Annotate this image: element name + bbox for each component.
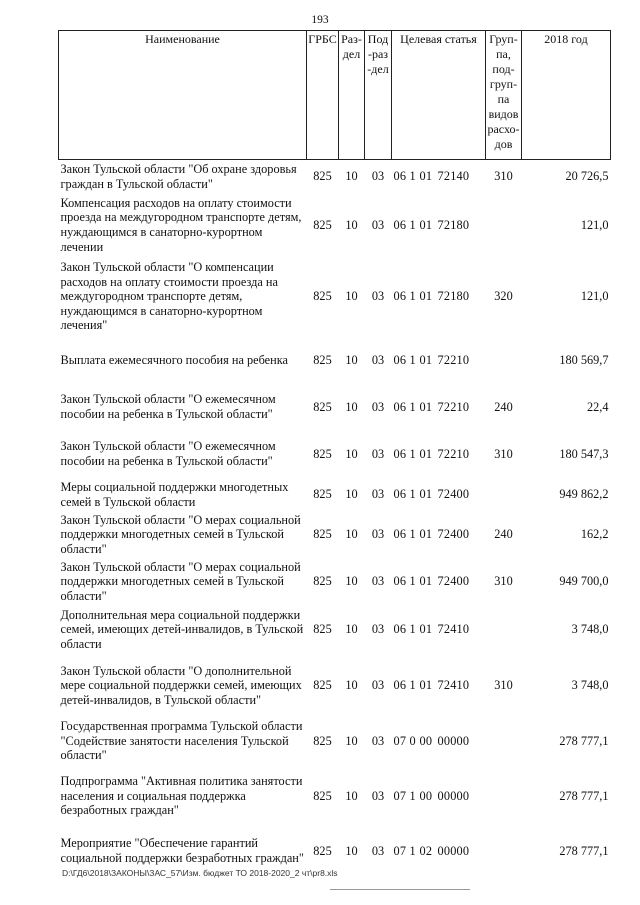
- row-name: Закон Тульской области "О ежемесячном пособии на ребенка в Тульской области": [60, 392, 276, 421]
- target-code-part: 72210: [437, 399, 470, 414]
- table-row: [59, 384, 611, 431]
- row-expense-group: 310: [494, 574, 513, 589]
- row-name: Закон Тульской области "О дополнительной мере социальной поддержки семей, имеющих детей-инвалидов, в Тульской области": [60, 663, 302, 707]
- target-code-part: 1: [409, 289, 416, 304]
- scan-artifact-line: [330, 889, 470, 890]
- target-code-part: 1: [409, 217, 416, 232]
- row-podrazdel: 03: [371, 289, 385, 304]
- row-podrazdel: 03: [371, 399, 385, 414]
- row-amount: 949 862,2: [559, 487, 609, 502]
- row-razdel: 10: [345, 217, 358, 232]
- target-code-part: 06: [393, 352, 407, 367]
- target-code-part: 72400: [437, 527, 470, 542]
- target-code-part: 06: [393, 446, 407, 461]
- row-expense-group: [486, 478, 522, 512]
- table-row: [59, 478, 611, 512]
- row-amount: 121,0: [580, 289, 609, 304]
- row-name: Закон Тульской области "О ежемесячном пособии на ребенка в Тульской области": [60, 439, 276, 468]
- target-code-part: 01: [419, 352, 433, 367]
- target-code-part: 07: [393, 843, 407, 858]
- row-amount: 278 777,1: [559, 788, 609, 803]
- target-code-part: 01: [419, 527, 433, 542]
- row-podrazdel: 03: [371, 169, 385, 184]
- row-razdel: 10: [345, 169, 358, 184]
- row-amount: 180 569,7: [559, 352, 609, 367]
- target-code-part: 06: [393, 399, 407, 414]
- row-expense-group: 240: [494, 399, 513, 414]
- row-target-code: [392, 512, 486, 558]
- target-code-part: 1: [409, 352, 416, 367]
- row-target-code: [392, 337, 486, 384]
- table-row: [59, 431, 611, 478]
- row-name: Компенсация расходов на оплату стоимости проезда на междугородном транспорте детям, нуждающимся в санаторно-курортном лечении: [60, 195, 302, 254]
- target-code-part: 01: [419, 217, 433, 232]
- target-code-part: 00: [419, 788, 433, 803]
- row-target-code: [392, 384, 486, 431]
- row-target-code: [392, 194, 486, 257]
- target-code-part: 00000: [437, 788, 470, 803]
- target-code-part: 07: [393, 788, 407, 803]
- target-code-part: 01: [419, 289, 433, 304]
- table-row: [59, 160, 611, 194]
- row-razdel: 10: [345, 678, 358, 693]
- target-code-part: 1: [409, 574, 416, 589]
- row-target-code: [392, 718, 486, 765]
- target-code-part: 07: [393, 733, 407, 748]
- row-grbs: 825: [313, 399, 332, 414]
- row-expense-group: 240: [494, 527, 513, 542]
- row-amount: 20 726,5: [565, 169, 609, 184]
- row-expense-group: [486, 194, 522, 257]
- target-code-part: 72180: [437, 289, 470, 304]
- row-expense-group: [486, 718, 522, 765]
- row-podrazdel: 03: [371, 622, 385, 637]
- row-target-code: [392, 765, 486, 828]
- row-grbs: 825: [313, 733, 332, 748]
- file-path-footer: D:\ГД6\2018\ЗАКОНЫ\ЗАС_57\Изм. бюджет ТО 2018-2020_2 чт\pr8.xls: [62, 868, 338, 878]
- row-expense-group: 320: [494, 289, 513, 304]
- target-code-part: 1: [409, 788, 416, 803]
- row-name: Закон Тульской области "О мерах социальной поддержки многодетных семей в Тульской области": [60, 512, 301, 556]
- row-name: Дополнительная мера социальной поддержки семей, имеющих детей-инвалидов, в Тульской области: [60, 607, 304, 651]
- target-code-part: 1: [409, 622, 416, 637]
- row-podrazdel: 03: [371, 574, 385, 589]
- target-code-part: 1: [409, 169, 416, 184]
- row-target-code: [392, 558, 486, 606]
- row-grbs: 825: [313, 622, 332, 637]
- target-code-part: 72400: [437, 487, 470, 502]
- target-code-part: 72140: [437, 169, 470, 184]
- page-number: 193: [311, 14, 329, 26]
- target-code-part: 1: [409, 527, 416, 542]
- target-code-part: 06: [393, 169, 407, 184]
- budget-table: [58, 30, 611, 875]
- target-code-part: 06: [393, 574, 407, 589]
- header-razdel: Раз-дел: [339, 31, 365, 160]
- header-name: Наименование: [59, 31, 307, 160]
- row-grbs: 825: [313, 352, 332, 367]
- target-code-part: 01: [419, 446, 433, 461]
- target-code-part: 06: [393, 217, 407, 232]
- row-expense-group: 310: [494, 678, 513, 693]
- row-razdel: 10: [345, 527, 358, 542]
- row-name: Государственная программа Тульской области "Содействие занятости населения Тульской области": [60, 719, 303, 763]
- row-target-code: [392, 606, 486, 654]
- row-razdel: 10: [345, 399, 358, 414]
- table-row: [59, 257, 611, 337]
- target-code-part: 01: [419, 622, 433, 637]
- row-razdel: 10: [345, 622, 358, 637]
- row-target-code: [392, 478, 486, 512]
- target-code-part: 06: [393, 289, 407, 304]
- row-target-code: [392, 257, 486, 337]
- row-name: Закон Тульской области "О компенсации расходов на оплату стоимости проезда на междугородном транспорте детям, нуждающимся в санаторно-курортном лечения": [60, 260, 278, 333]
- row-expense-group: [486, 606, 522, 654]
- row-podrazdel: 03: [371, 352, 385, 367]
- row-grbs: 825: [313, 289, 332, 304]
- target-code-part: 0: [409, 733, 416, 748]
- target-code-part: 1: [409, 678, 416, 693]
- target-code-part: 72410: [437, 622, 470, 637]
- row-amount: 278 777,1: [559, 843, 609, 858]
- row-expense-group: [486, 337, 522, 384]
- row-podrazdel: 03: [371, 527, 385, 542]
- header-podrazdel: Под-раз-дел: [365, 31, 392, 160]
- row-expense-group: 310: [494, 169, 513, 184]
- target-code-part: 01: [419, 487, 433, 502]
- row-amount: 949 700,0: [559, 574, 609, 589]
- target-code-part: 00000: [437, 843, 470, 858]
- row-podrazdel: 03: [371, 678, 385, 693]
- row-razdel: 10: [345, 446, 358, 461]
- row-razdel: 10: [345, 843, 358, 858]
- row-amount: 22,4: [586, 399, 609, 414]
- target-code-part: 72180: [437, 217, 470, 232]
- target-code-part: 01: [419, 399, 433, 414]
- target-code-part: 02: [419, 843, 433, 858]
- target-code-part: 06: [393, 622, 407, 637]
- target-code-part: 72210: [437, 446, 470, 461]
- target-code-part: 1: [409, 446, 416, 461]
- row-target-code: [392, 431, 486, 478]
- target-code-part: 01: [419, 574, 433, 589]
- target-code-part: 01: [419, 169, 433, 184]
- row-amount: 278 777,1: [559, 733, 609, 748]
- row-name: Закон Тульской области "О мерах социальной поддержки многодетных семей в Тульской области": [60, 559, 301, 603]
- row-grbs: 825: [313, 487, 332, 502]
- row-target-code: [392, 160, 486, 194]
- row-podrazdel: 03: [371, 217, 385, 232]
- row-expense-group: [486, 828, 522, 875]
- target-code-part: 06: [393, 487, 407, 502]
- target-code-part: 1: [409, 399, 416, 414]
- row-name: Закон Тульской области "Об охране здоровья граждан в Тульской области": [60, 162, 297, 191]
- row-name: Меры социальной поддержки многодетных семей в Тульской области: [60, 479, 289, 509]
- row-amount: 162,2: [580, 527, 609, 542]
- row-podrazdel: 03: [371, 487, 385, 502]
- target-code-part: 72210: [437, 352, 470, 367]
- target-code-part: 1: [409, 487, 416, 502]
- row-razdel: 10: [345, 788, 358, 803]
- row-podrazdel: 03: [371, 733, 385, 748]
- row-podrazdel: 03: [371, 788, 385, 803]
- row-razdel: 10: [345, 289, 358, 304]
- table-row: [59, 718, 611, 765]
- row-target-code: [392, 654, 486, 718]
- header-grbs: ГРБС: [307, 31, 339, 160]
- target-code-part: 06: [393, 678, 407, 693]
- table-row: [59, 606, 611, 654]
- row-target-code: [392, 828, 486, 875]
- target-code-part: 06: [393, 527, 407, 542]
- header-group: Груп-па, под-груп-па видов расхо-дов: [486, 31, 522, 160]
- table-header-row: [59, 31, 611, 160]
- row-amount: 3 748,0: [571, 678, 609, 693]
- table-row: [59, 194, 611, 257]
- row-name: Подпрограмма "Активная политика занятости населения и социальная поддержка безработных граждан": [60, 774, 303, 818]
- row-razdel: 10: [345, 733, 358, 748]
- table-row: [59, 512, 611, 558]
- target-code-part: 00: [419, 733, 433, 748]
- target-code-part: 00000: [437, 733, 470, 748]
- row-expense-group: 310: [494, 446, 513, 461]
- row-grbs: 825: [313, 843, 332, 858]
- header-year: 2018 год: [522, 31, 611, 160]
- row-podrazdel: 03: [371, 843, 385, 858]
- row-podrazdel: 03: [371, 446, 385, 461]
- target-code-part: 1: [409, 843, 416, 858]
- table-row: [59, 654, 611, 718]
- row-grbs: 825: [313, 527, 332, 542]
- table-row: [59, 337, 611, 384]
- row-name: Мероприятие "Обеспечение гарантий социальной поддержки безработных граждан": [60, 836, 304, 865]
- row-grbs: 825: [313, 217, 332, 232]
- header-target: Целевая статья: [392, 31, 486, 160]
- row-grbs: 825: [313, 788, 332, 803]
- row-name: Выплата ежемесячного пособия на ребенка: [60, 352, 288, 367]
- row-razdel: 10: [345, 487, 358, 502]
- table-row: [59, 558, 611, 606]
- row-amount: 121,0: [580, 217, 609, 232]
- row-razdel: 10: [345, 574, 358, 589]
- row-expense-group: [486, 765, 522, 828]
- row-grbs: 825: [313, 678, 332, 693]
- row-amount: 3 748,0: [571, 622, 609, 637]
- row-grbs: 825: [313, 169, 332, 184]
- target-code-part: 72400: [437, 574, 470, 589]
- target-code-part: 01: [419, 678, 433, 693]
- row-grbs: 825: [313, 446, 332, 461]
- row-amount: 180 547,3: [559, 446, 609, 461]
- target-code-part: 72410: [437, 678, 470, 693]
- row-grbs: 825: [313, 574, 332, 589]
- row-razdel: 10: [345, 352, 358, 367]
- table-row: [59, 765, 611, 828]
